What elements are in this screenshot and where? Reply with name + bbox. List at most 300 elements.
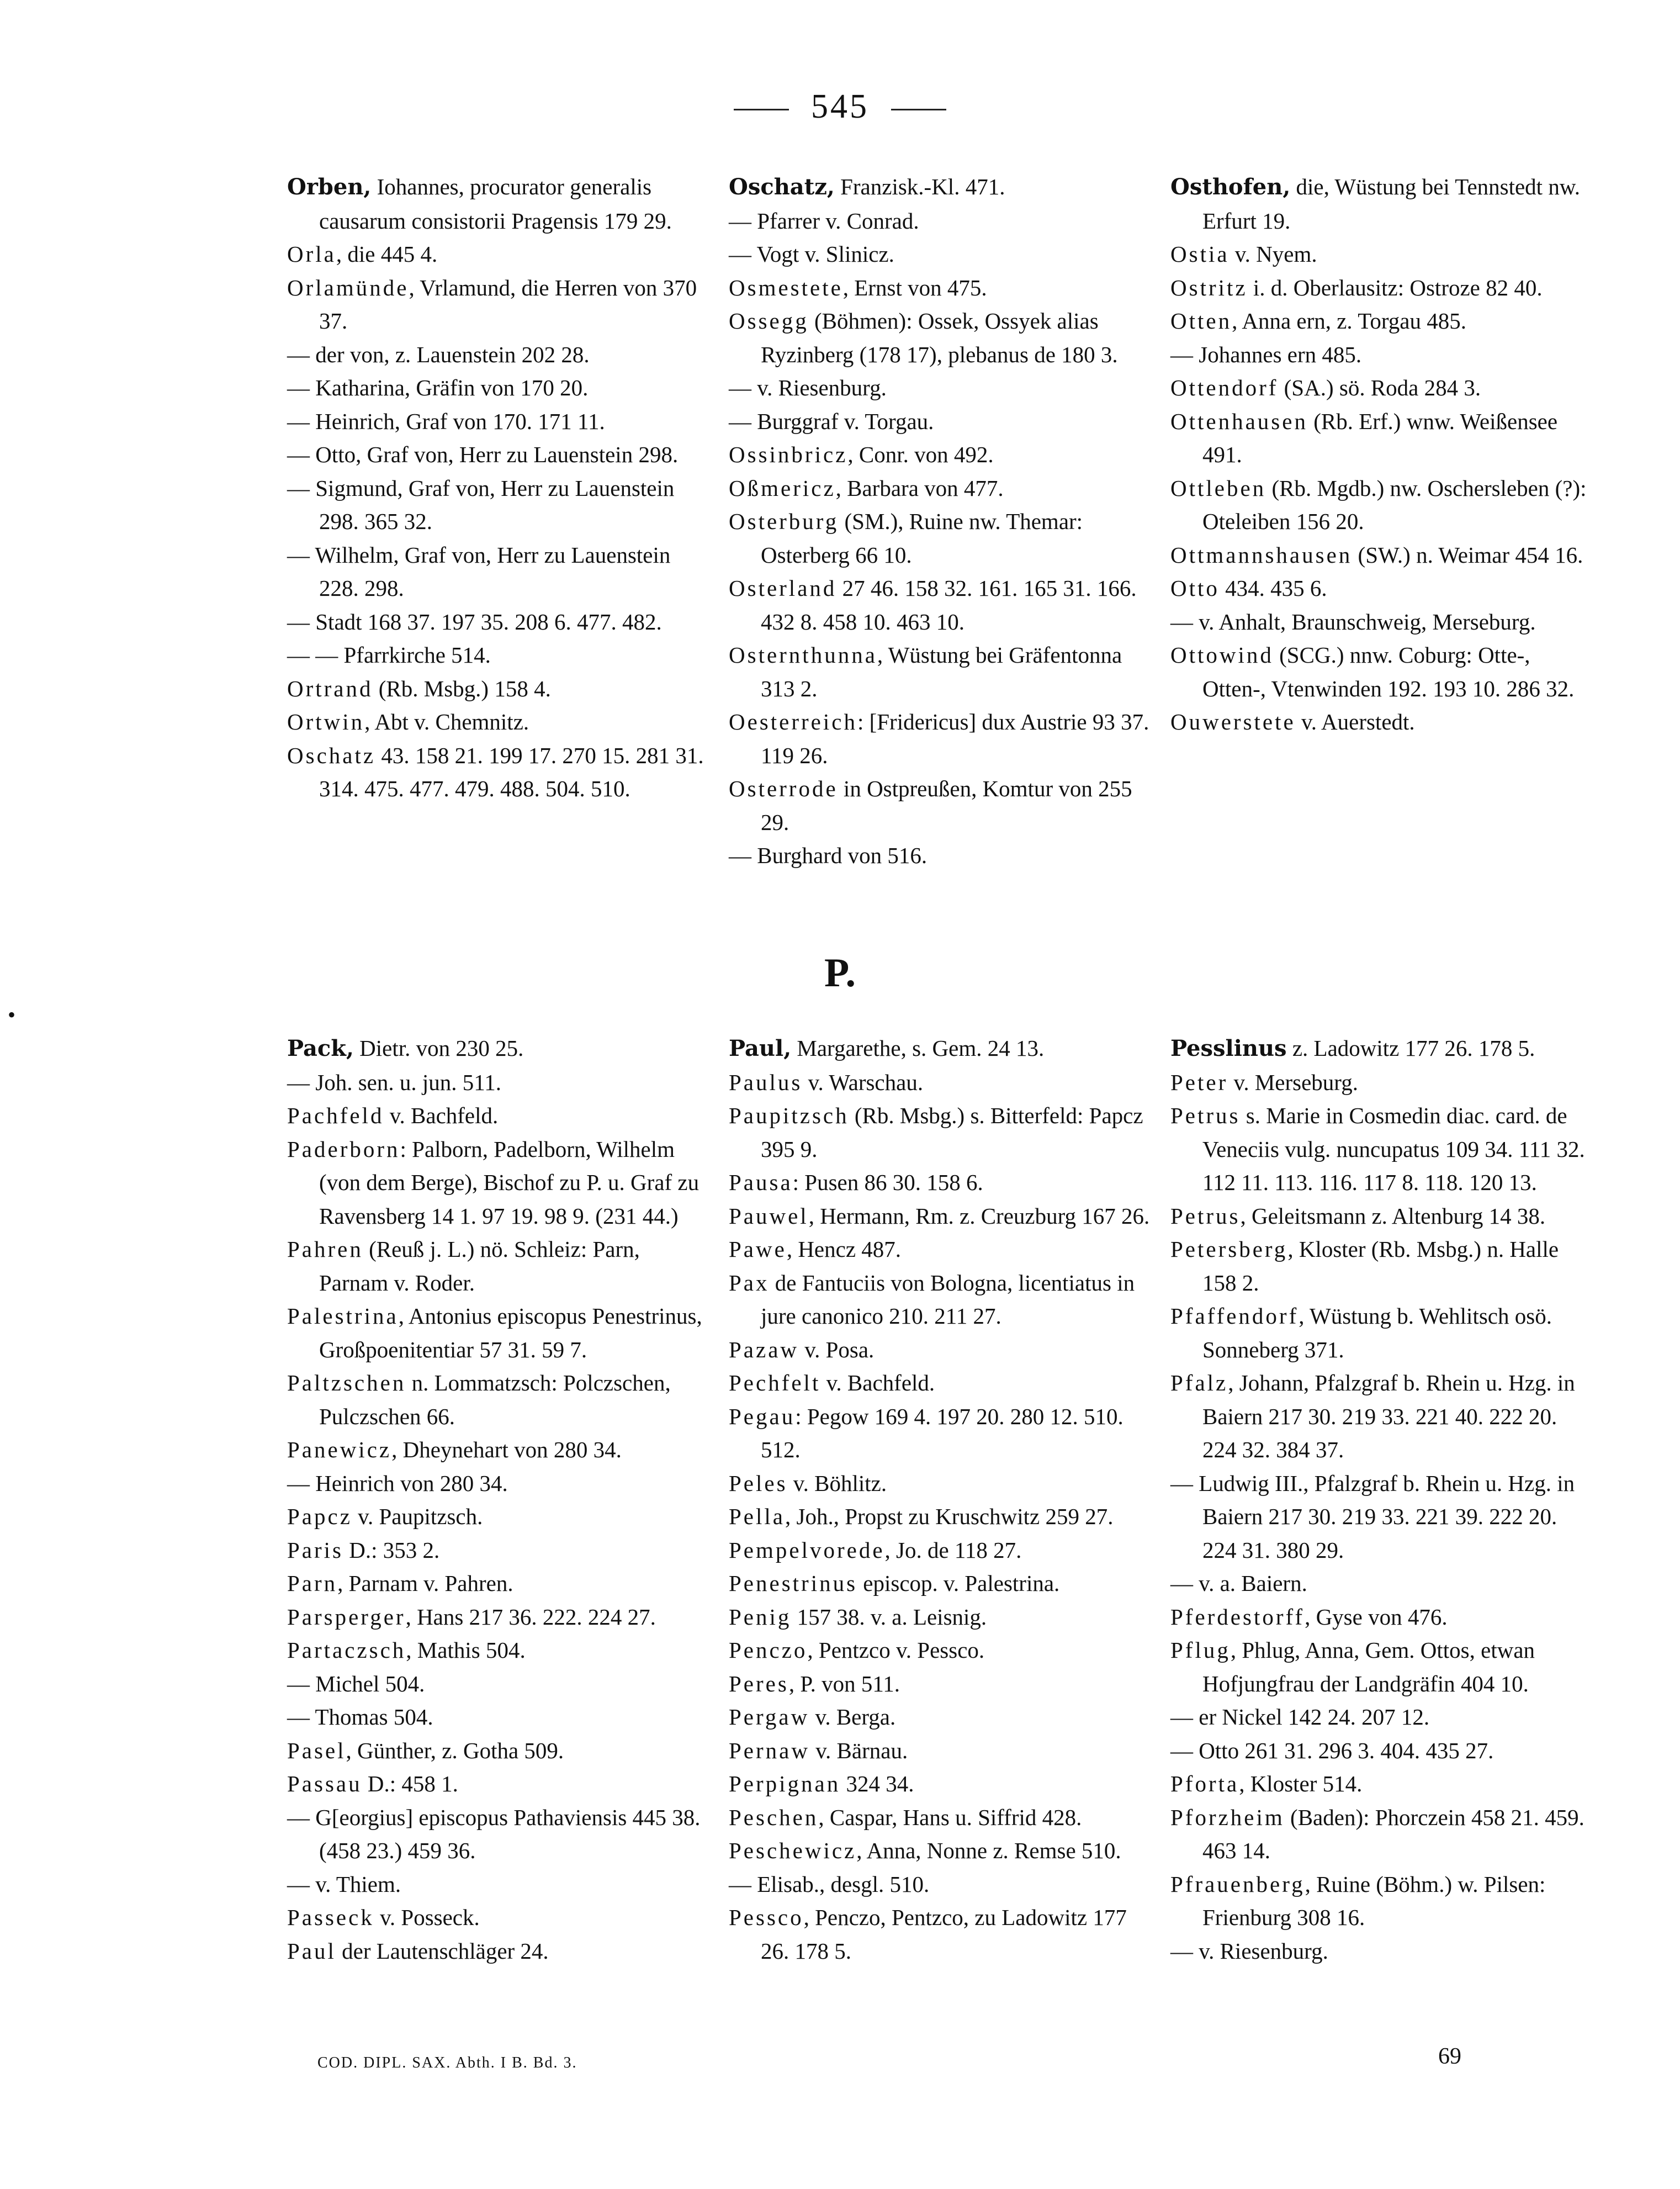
entry-text: , Kloster (Rb. Msbg.) n. Halle 158 2. xyxy=(1202,1236,1559,1296)
index-entry xyxy=(287,237,712,271)
entry-text: Margarethe, s. Gem. 24 13. xyxy=(791,1035,1045,1061)
entry-term: Penig xyxy=(729,1604,792,1630)
entry-text: , Hermann, Rm. z. Creuzburg 167 26. xyxy=(808,1203,1150,1229)
index-column-2 xyxy=(729,170,1154,873)
index-entry xyxy=(729,1032,1154,1066)
entry-text: (Reuß j. L.) nö. Schleiz: Parn, Parnam v. Roder. xyxy=(319,1236,640,1296)
entry-text: v. Nyem. xyxy=(1229,241,1317,267)
index-entry xyxy=(1170,1366,1596,1467)
entry-text: — v. Riesenburg. xyxy=(729,375,887,400)
entry-text: , Geleitsmann z. Altenburg 14 38. xyxy=(1240,1203,1546,1229)
page-number-text: 545 xyxy=(811,88,869,125)
entry-text: : Palborn, Padelborn, Wilhelm (von dem Berge), Bischof zu P. u. Graf zu Ravensberg 14 1. 97 19. 98 9. (231 44.) xyxy=(319,1136,699,1229)
entry-text: die, Wüstung bei Tennstedt nw. Erfurt 19. xyxy=(1202,174,1581,234)
index-entry xyxy=(1170,1032,1596,1066)
entry-text: — Heinrich, Graf von 170. 171 11. xyxy=(287,408,605,434)
index-entry xyxy=(287,1433,712,1467)
index-entry xyxy=(729,1500,1154,1534)
entry-term: Paderborn xyxy=(287,1136,400,1162)
entry-text: (SW.) n. Weimar 454 16. xyxy=(1352,542,1583,568)
entry-headword: Osthofen, xyxy=(1170,174,1291,200)
index-entry xyxy=(729,1333,1154,1367)
index-entry xyxy=(287,472,712,538)
index-entry xyxy=(287,438,712,472)
entry-text: in Ostpreußen, Komtur von 255 29. xyxy=(761,776,1132,835)
index-column-5 xyxy=(729,1032,1154,1968)
entry-term: Panewicz xyxy=(287,1437,392,1462)
entry-term: Pflug xyxy=(1170,1637,1231,1663)
index-entry xyxy=(729,1166,1154,1199)
entry-text: , Dheynehart von 280 34. xyxy=(391,1437,622,1462)
index-entry xyxy=(729,1667,1154,1701)
entry-text: — er Nickel 142 24. 207 12. xyxy=(1170,1704,1430,1730)
entry-text: , Kloster 514. xyxy=(1239,1771,1363,1796)
entry-text: (SA.) sö. Roda 284 3. xyxy=(1278,375,1481,400)
index-entry xyxy=(1170,605,1596,639)
index-entry xyxy=(1170,705,1596,739)
entry-text: , Mathis 504. xyxy=(406,1637,526,1663)
entry-term: Ouwerstete xyxy=(1170,709,1296,734)
index-entry xyxy=(287,170,712,237)
entry-term: Pechfelt xyxy=(729,1370,821,1395)
entry-text: D.: 458 1. xyxy=(362,1771,458,1796)
index-entry xyxy=(729,472,1154,505)
index-entry xyxy=(729,1700,1154,1734)
entry-text: v. Böhlitz. xyxy=(787,1470,887,1496)
entry-text: — Heinrich von 280 34. xyxy=(287,1470,508,1496)
index-entry xyxy=(729,1534,1154,1567)
index-entry xyxy=(729,839,1154,873)
entry-text: , die 445 4. xyxy=(336,241,438,267)
entry-text: — v. a. Baiern. xyxy=(1170,1571,1307,1596)
entry-text: , Conr. von 492. xyxy=(847,442,994,467)
index-entry xyxy=(729,1868,1154,1901)
entry-term: Pferdestorff xyxy=(1170,1604,1305,1630)
index-entry xyxy=(729,1901,1154,1968)
entry-term: Ottowind xyxy=(1170,642,1274,668)
index-entry xyxy=(729,1467,1154,1500)
entry-term: Penestrinus xyxy=(729,1571,858,1596)
index-entry xyxy=(287,605,712,639)
entry-term: Pfrauenberg xyxy=(1170,1871,1305,1897)
entry-term: Pahren xyxy=(287,1236,363,1262)
entry-text: z. Ladowitz 177 26. 178 5. xyxy=(1286,1035,1535,1061)
entry-term: Pausa xyxy=(729,1170,793,1195)
index-entry xyxy=(287,1934,712,1968)
entry-term: Parn xyxy=(287,1571,338,1596)
entry-term: Oesterreich xyxy=(729,709,857,734)
entry-text: , Ruine (Böhm.) w. Pilsen: Frienburg 308 16. xyxy=(1202,1871,1546,1930)
index-column-6 xyxy=(1170,1032,1596,1968)
index-entry xyxy=(729,572,1154,638)
entry-term: Partaczsch xyxy=(287,1637,406,1663)
entry-text: — v. Thiem. xyxy=(287,1871,401,1897)
entry-term: Peschewicz xyxy=(729,1838,857,1863)
entry-text: : [Fridericus] dux Austrie 93 37. 119 26. xyxy=(761,709,1149,768)
entry-text: v. Paupitzsch. xyxy=(352,1504,483,1529)
entry-term: Osterrode xyxy=(729,776,838,801)
entry-term: Pawe xyxy=(729,1236,787,1262)
index-entry xyxy=(287,538,712,605)
entry-term: Papcz xyxy=(287,1504,352,1529)
index-entry xyxy=(287,739,712,806)
entry-text: — — Pfarrkirche 514. xyxy=(287,642,491,668)
entry-text: — Stadt 168 37. 197 35. 208 6. 477. 482. xyxy=(287,609,662,635)
index-entry xyxy=(1170,371,1596,405)
entry-term: Perpignan xyxy=(729,1771,841,1796)
entry-text: n. Lommatzsch: Polczschen, Pulczschen 66. xyxy=(319,1370,671,1429)
entry-text: v. Warschau. xyxy=(802,1069,924,1095)
entry-text: , P. von 511. xyxy=(788,1670,900,1696)
index-entry xyxy=(1170,405,1596,472)
entry-text: (SM.), Ruine nw. Themar: Osterberg 66 10. xyxy=(761,509,1083,568)
index-entry xyxy=(729,1066,1154,1099)
index-column-1 xyxy=(287,170,712,806)
entry-text: , Johann, Pfalzgraf b. Rhein u. Hzg. in Baiern 217 30. 219 33. 221 40. 222 20. 224 32. 384 37. xyxy=(1202,1370,1575,1462)
index-entry xyxy=(1170,1767,1596,1801)
entry-headword: Orben, xyxy=(287,174,372,200)
entry-term: Ottleben xyxy=(1170,475,1266,501)
index-entry xyxy=(729,1633,1154,1667)
index-entry xyxy=(287,1066,712,1099)
entry-text: , Günther, z. Gotha 509. xyxy=(346,1737,564,1763)
index-entry xyxy=(1170,1066,1596,1099)
entry-term: Pessco xyxy=(729,1905,804,1930)
index-entry xyxy=(729,271,1154,305)
entry-term: Ostritz xyxy=(1170,274,1248,300)
entry-text: , Antonius episcopus Penestrinus, Großpoenitentiar 57 31. 59 7. xyxy=(319,1303,702,1362)
index-entry xyxy=(1170,1299,1596,1366)
index-entry xyxy=(287,1133,712,1233)
entry-term: Pazaw xyxy=(729,1336,799,1362)
index-entry xyxy=(287,1767,712,1801)
entry-text: , Parnam v. Pahren. xyxy=(337,1571,513,1596)
entry-text: , Gyse von 476. xyxy=(1305,1604,1448,1630)
index-entry xyxy=(287,371,712,405)
index-entry xyxy=(1170,1734,1596,1768)
entry-term: Pempelvorede xyxy=(729,1537,885,1563)
index-entry xyxy=(729,1767,1154,1801)
entry-term: Pergaw xyxy=(729,1704,810,1730)
entry-term: Otten xyxy=(1170,308,1232,334)
entry-text: — der von, z. Lauenstein 202 28. xyxy=(287,341,590,367)
entry-text: , Anna, Nonne z. Remse 510. xyxy=(856,1838,1121,1863)
entry-term: Paulus xyxy=(729,1069,803,1095)
index-entry xyxy=(729,237,1154,271)
index-entry xyxy=(287,705,712,739)
entry-text: — Wilhelm, Graf von, Herr zu Lauenstein 228. 298. xyxy=(287,542,671,601)
index-entry xyxy=(729,371,1154,405)
footer-sheet-number: 69 xyxy=(1438,2044,1461,2069)
entry-text: v. Merseburg. xyxy=(1228,1069,1358,1095)
entry-term: Penczo xyxy=(729,1637,808,1663)
entry-headword: Paul, xyxy=(729,1035,792,1061)
entry-text: , Joh., Propst zu Kruschwitz 259 27. xyxy=(785,1504,1114,1529)
entry-term: Orlamünde xyxy=(287,274,409,300)
entry-text: (Böhmen): Ossek, Ossyek alias Ryzinberg (178 17), plebanus de 180 3. xyxy=(761,308,1118,367)
index-entry xyxy=(729,1734,1154,1768)
index-entry xyxy=(1170,271,1596,305)
index-entry xyxy=(287,1667,712,1701)
index-entry xyxy=(1170,1567,1596,1600)
entry-text: — Sigmund, Graf von, Herr zu Lauenstein 298. 365 32. xyxy=(287,475,675,534)
index-entry xyxy=(287,1734,712,1768)
entry-term: Paupitzsch xyxy=(729,1103,849,1128)
entry-text: , Hans 217 36. 222. 224 27. xyxy=(405,1604,656,1630)
index-entry xyxy=(287,338,712,372)
entry-text: — Katharina, Gräfin von 170 20. xyxy=(287,375,589,400)
entry-text: i. d. Oberlausitz: Ostroze 82 40. xyxy=(1247,274,1543,300)
entry-term: Paul xyxy=(287,1938,336,1964)
entry-term: Ossinbricz xyxy=(729,442,848,467)
index-entry xyxy=(729,1099,1154,1166)
entry-text: — Otto, Graf von, Herr zu Lauenstein 298. xyxy=(287,442,679,467)
index-entry xyxy=(1170,1199,1596,1233)
index-column-4 xyxy=(287,1032,712,1968)
index-entry xyxy=(729,438,1154,472)
entry-term: Pfalz xyxy=(1170,1370,1228,1395)
rule-right xyxy=(891,109,946,110)
index-column-3 xyxy=(1170,170,1596,739)
entry-text: v. Bärnau. xyxy=(809,1737,908,1763)
entry-text: der Lautenschläger 24. xyxy=(336,1938,549,1964)
entry-text: , Hencz 487. xyxy=(786,1236,902,1262)
entry-term: Petrus xyxy=(1170,1103,1241,1128)
entry-text: — Thomas 504. xyxy=(287,1704,433,1730)
index-entry xyxy=(287,271,712,338)
entry-headword: Oschatz, xyxy=(729,174,835,200)
entry-term: Peres xyxy=(729,1670,789,1696)
index-entry xyxy=(729,405,1154,438)
entry-text: 43. 158 21. 199 17. 270 15. 281 31. 314. 475. 477. 479. 488. 504. 510. xyxy=(319,742,704,801)
index-entry xyxy=(287,1500,712,1534)
entry-text: Dietr. von 230 25. xyxy=(353,1035,524,1061)
index-entry xyxy=(1170,638,1596,705)
entry-text: v. Posa. xyxy=(799,1336,875,1362)
index-entry xyxy=(729,1600,1154,1634)
entry-text: , Penczo, Pentzco, zu Ladowitz 177 26. 178 5. xyxy=(761,1905,1127,1964)
entry-text: 324 34. xyxy=(840,1771,914,1796)
index-entry xyxy=(1170,1868,1596,1934)
entry-text: , Phlug, Anna, Gem. Ottos, etwan Hofjungfrau der Landgräfin 404 10. xyxy=(1202,1637,1535,1696)
entry-text: : Pusen 86 30. 158 6. xyxy=(792,1170,983,1195)
entry-term: Ottenhausen xyxy=(1170,408,1308,434)
entry-text: Franzisk.-Kl. 471. xyxy=(834,174,1005,199)
entry-term: Osterburg xyxy=(729,509,839,534)
entry-term: Pegau xyxy=(729,1403,796,1429)
index-entry xyxy=(729,1801,1154,1834)
entry-term: Paris xyxy=(287,1537,343,1563)
page-number xyxy=(0,87,1680,126)
index-entry xyxy=(1170,1801,1596,1868)
entry-text: v. Berga. xyxy=(809,1704,896,1730)
index-entry xyxy=(287,672,712,706)
entry-text: (Rb. Mgdb.) nw. Oschersleben (?): Oteleiben 156 20. xyxy=(1202,475,1587,534)
entry-term: Passau xyxy=(287,1771,362,1796)
index-entry xyxy=(729,1834,1154,1868)
entry-term: Ossegg xyxy=(729,308,809,334)
entry-text: , Anna ern, z. Torgau 485. xyxy=(1232,308,1466,334)
entry-term: Osmestete xyxy=(729,274,843,300)
entry-text: — Elisab., desgl. 510. xyxy=(729,1871,930,1897)
index-entry xyxy=(729,638,1154,705)
entry-text: — G[eorgius] episcopus Pathaviensis 445 38. (458 23.) 459 36. xyxy=(287,1804,701,1863)
entry-text: — Burggraf v. Torgau. xyxy=(729,408,934,434)
entry-text: , Jo. de 118 27. xyxy=(884,1537,1022,1563)
index-entry xyxy=(729,1400,1154,1467)
entry-text: , Pentzco v. Pessco. xyxy=(807,1637,985,1663)
margin-mark: • xyxy=(8,1002,16,1027)
entry-term: Peschen xyxy=(729,1804,819,1830)
entry-term: Pforzheim xyxy=(1170,1804,1285,1830)
index-entry xyxy=(729,1266,1154,1333)
entry-term: Ottmannshausen xyxy=(1170,542,1353,568)
index-entry xyxy=(1170,170,1596,237)
index-entry xyxy=(287,638,712,672)
index-entry xyxy=(287,1700,712,1734)
entry-term: Osternthunna xyxy=(729,642,877,668)
index-entry xyxy=(287,1032,712,1066)
index-entry xyxy=(1170,1633,1596,1700)
index-entry xyxy=(729,1199,1154,1233)
index-entry xyxy=(1170,538,1596,572)
entry-text: (Rb. Msbg.) s. Bitterfeld: Papcz 395 9. xyxy=(761,1103,1143,1162)
index-entry xyxy=(287,1366,712,1433)
entry-text: — Pfarrer v. Conrad. xyxy=(729,208,919,234)
index-entry xyxy=(729,705,1154,772)
entry-term: Ostia xyxy=(1170,241,1229,267)
entry-term: Pax xyxy=(729,1270,770,1296)
entry-text: v. Posseck. xyxy=(374,1905,480,1930)
entry-text: — Burghard von 516. xyxy=(729,843,928,868)
entry-term: Otto xyxy=(1170,575,1220,601)
entry-term: Pauwel xyxy=(729,1203,809,1229)
index-entry xyxy=(1170,338,1596,372)
entry-term: Pasel xyxy=(287,1737,346,1763)
index-entry xyxy=(287,1901,712,1934)
entry-text: — Joh. sen. u. jun. 511. xyxy=(287,1069,501,1095)
entry-text: — v. Riesenburg. xyxy=(1170,1938,1328,1964)
index-entry xyxy=(1170,1233,1596,1299)
entry-text: , Abt v. Chemnitz. xyxy=(364,709,529,734)
entry-term: Peter xyxy=(1170,1069,1228,1095)
entry-text: D.: 353 2. xyxy=(343,1537,440,1563)
index-entry xyxy=(729,204,1154,238)
index-entry xyxy=(1170,1467,1596,1567)
entry-text: — Ludwig III., Pfalzgraf b. Rhein u. Hzg. in Baiern 217 30. 219 33. 221 39. 222 20. 224 31. 380 29. xyxy=(1170,1470,1575,1563)
entry-term: Oschatz xyxy=(287,742,376,768)
index-entry xyxy=(287,1299,712,1366)
entry-term: Paltzschen xyxy=(287,1370,406,1395)
entry-term: Pella xyxy=(729,1504,785,1529)
entry-text: , Vrlamund, die Herren von 370 37. xyxy=(319,274,697,334)
entry-text: episcop. v. Palestrina. xyxy=(857,1571,1060,1596)
entry-term: Pfaffendorf xyxy=(1170,1303,1299,1329)
entry-text: (Rb. Erf.) wnw. Weißensee 491. xyxy=(1202,408,1558,467)
entry-term: Pachfeld xyxy=(287,1103,384,1128)
entry-term: Passeck xyxy=(287,1905,374,1930)
index-entry xyxy=(729,1233,1154,1266)
entry-term: Petersberg xyxy=(1170,1236,1288,1262)
entry-term: Osterland xyxy=(729,575,837,601)
index-entry xyxy=(1170,472,1596,538)
entry-text: (SCG.) nnw. Coburg: Otte-, Otten-, Vtenwinden 192. 193 10. 286 32. xyxy=(1202,642,1575,701)
entry-headword: Pesslinus xyxy=(1170,1035,1287,1061)
index-entry xyxy=(1170,572,1596,605)
index-entry xyxy=(287,1801,712,1868)
entry-term: Parsperger xyxy=(287,1604,406,1630)
entry-text: Iohannes, procurator generalis causarum consistorii Pragensis 179 29. xyxy=(319,174,672,234)
entry-term: Ortrand xyxy=(287,675,373,701)
entry-term: Oßmericz xyxy=(729,475,836,501)
index-entry xyxy=(1170,237,1596,271)
section-letter: P. xyxy=(824,950,856,996)
index-entry xyxy=(1170,1600,1596,1634)
entry-text: 157 38. v. a. Leisnig. xyxy=(791,1604,987,1630)
entry-term: Petrus xyxy=(1170,1203,1241,1229)
entry-text: , Caspar, Hans u. Siffrid 428. xyxy=(818,1804,1082,1830)
entry-text: — Michel 504. xyxy=(287,1670,425,1696)
entry-term: Pernaw xyxy=(729,1737,810,1763)
index-entry xyxy=(1170,1934,1596,1968)
index-entry xyxy=(1170,304,1596,338)
entry-text: — Otto 261 31. 296 3. 404. 435 27. xyxy=(1170,1737,1494,1763)
entry-term: Ottendorf xyxy=(1170,375,1279,400)
index-entry xyxy=(1170,1700,1596,1734)
entry-text: 434. 435 6. xyxy=(1219,575,1327,601)
entry-text: — Johannes ern 485. xyxy=(1170,341,1362,367)
index-entry xyxy=(729,1567,1154,1600)
index-entry xyxy=(287,1467,712,1500)
index-entry xyxy=(729,772,1154,839)
entry-text: s. Marie in Cosmedin diac. card. de Veneciis vulg. nuncupatus 109 34. 111 32. 112 11. 113. 116. 117 8. 118. 120 13. xyxy=(1202,1103,1585,1195)
index-entry xyxy=(729,505,1154,572)
index-entry xyxy=(729,170,1154,204)
entry-term: Palestrina xyxy=(287,1303,399,1329)
entry-text: , Ernst von 475. xyxy=(842,274,987,300)
entry-text: (Rb. Msbg.) 158 4. xyxy=(373,675,551,701)
footer-series: COD. DIPL. SAX. Abth. I B. Bd. 3. xyxy=(317,2054,577,2071)
entry-term: Orla xyxy=(287,241,336,267)
entry-text: , Barbara von 477. xyxy=(835,475,1004,501)
entry-text: , Wüstung b. Wehlitsch osö. Sonneberg 371. xyxy=(1202,1303,1552,1362)
index-entry xyxy=(287,1868,712,1901)
index-entry xyxy=(729,1366,1154,1400)
index-entry xyxy=(287,405,712,438)
entry-term: Pforta xyxy=(1170,1771,1239,1796)
entry-term: Ortwin xyxy=(287,709,365,734)
entry-text: : Pegow 169 4. 197 20. 280 12. 510. 512. xyxy=(761,1403,1123,1462)
entry-text: v. Auerstedt. xyxy=(1295,709,1415,734)
entry-headword: Pack, xyxy=(287,1035,354,1061)
index-entry xyxy=(287,1633,712,1667)
entry-text: — v. Anhalt, Braunschweig, Merseburg. xyxy=(1170,609,1536,635)
index-entry xyxy=(287,1099,712,1133)
entry-text: — Vogt v. Slinicz. xyxy=(729,241,894,267)
index-entry xyxy=(287,1600,712,1634)
entry-term: Peles xyxy=(729,1470,788,1496)
index-entry xyxy=(287,1233,712,1299)
rule-left xyxy=(734,109,789,110)
entry-text: de Fantuciis von Bologna, licentiatus in jure canonico 210. 211 27. xyxy=(761,1270,1135,1329)
index-entry xyxy=(287,1534,712,1567)
entry-text: 27 46. 158 32. 161. 165 31. 166. 432 8. 458 10. 463 10. xyxy=(761,575,1137,635)
entry-text: v. Bachfeld. xyxy=(384,1103,499,1128)
entry-text: , Wüstung bei Gräfentonna 313 2. xyxy=(761,642,1122,701)
entry-text: (Baden): Phorczein 458 21. 459. 463 14. xyxy=(1202,1804,1584,1863)
index-entry xyxy=(729,304,1154,371)
index-entry xyxy=(287,1567,712,1600)
